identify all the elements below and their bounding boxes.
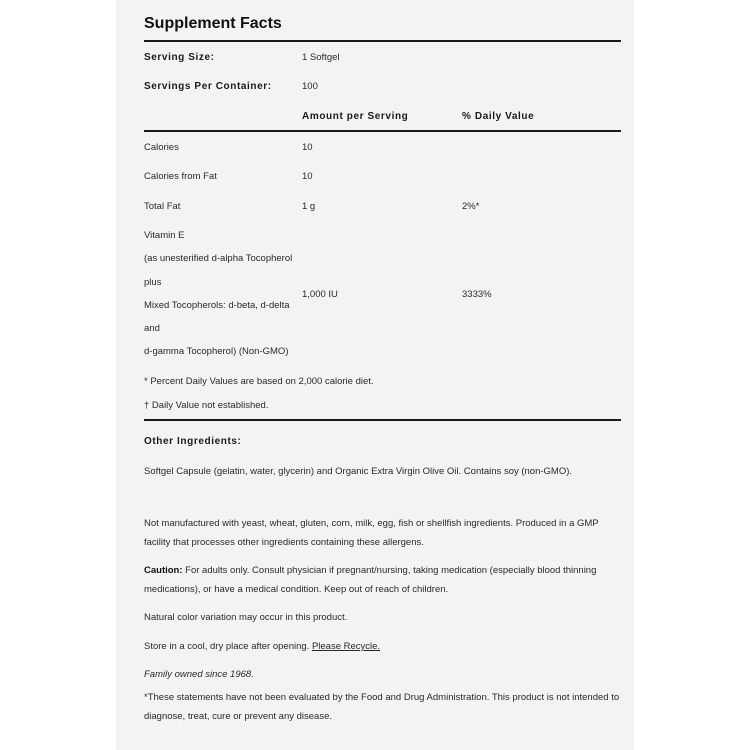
allergen-statement: Not manufactured with yeast, wheat, gluten, corn, milk, egg, fish or shellfish ingredients. Produced in a GMP facility that processes other ingredients containing these allergens.	[144, 518, 599, 548]
facts-bottom-divider	[144, 419, 621, 421]
servings-per-container-value: 100	[302, 81, 318, 92]
vitamin-e-line: d-gamma Tocopherol) (Non-GMO)	[144, 346, 289, 357]
family-owned-note: Family owned since 1968.	[144, 669, 254, 680]
other-ingredients-label: Other Ingredients:	[144, 436, 242, 447]
caution-label: Caution:	[144, 565, 183, 576]
vitamin-e-amount: 1,000 IU	[302, 289, 338, 300]
nutrient-name: Total Fat	[144, 201, 181, 212]
fda-disclaimer: *These statements have not been evaluated by the Food and Drug Administration. This product is not intended to diagnose, treat, cure or prevent any disease.	[144, 692, 620, 722]
nutrient-daily-value: 2%*	[462, 201, 480, 212]
caution-statement	[144, 561, 624, 599]
other-ingredients-text: Softgel Capsule (gelatin, water, glycerin) and Organic Extra Virgin Olive Oil. Contains soy (non-GMO).	[144, 466, 573, 477]
daily-value-header: % Daily Value	[462, 111, 535, 122]
storage-text: Store in a cool, dry place after opening.	[144, 641, 312, 652]
nutrient-name: Calories	[144, 142, 179, 153]
vitamin-e-line: plus	[144, 277, 162, 288]
header-divider	[144, 130, 621, 132]
footnote-percent: * Percent Daily Values are based on 2,000 calorie diet.	[144, 376, 374, 387]
nutrient-amount: 10	[302, 142, 313, 153]
vitamin-e-daily-value: 3333%	[462, 289, 492, 300]
vitamin-e-line: Vitamin E	[144, 230, 185, 241]
caution-text: For adults only. Consult physician if pregnant/nursing, taking medication (especially blood thinning medications), or have a medical condition. Keep out of reach of children.	[144, 565, 597, 595]
amount-per-serving-header: Amount per Serving	[302, 111, 409, 122]
vitamin-e-line: (as unesterified d-alpha Tocopherol	[144, 253, 293, 264]
color-variation-note: Natural color variation may occur in this product.	[144, 612, 348, 623]
storage-note	[144, 637, 624, 656]
footnote-dagger: † Daily Value not established.	[144, 400, 269, 411]
nutrient-name: Calories from Fat	[144, 171, 217, 182]
recycle-link[interactable]: Please Recycle.	[311, 641, 381, 652]
page-title: Supplement Facts	[144, 15, 282, 32]
title-divider	[144, 40, 621, 42]
servings-per-container-label: Servings Per Container:	[144, 81, 272, 92]
serving-size-value: 1 Softgel	[302, 52, 340, 63]
nutrient-amount: 10	[302, 171, 313, 182]
nutrient-amount: 1 g	[302, 201, 316, 212]
vitamin-e-line: and	[144, 323, 160, 334]
serving-size-label: Serving Size:	[144, 52, 215, 63]
vitamin-e-line: Mixed Tocopherols: d-beta, d-delta	[144, 300, 290, 311]
